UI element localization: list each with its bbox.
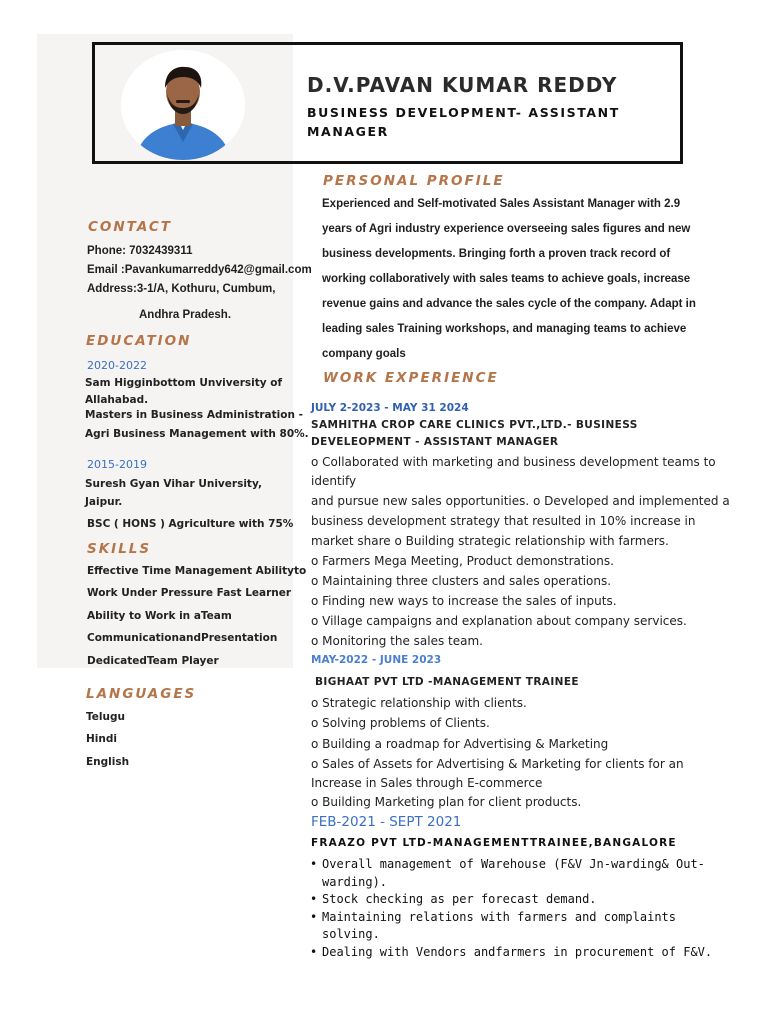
- job-detail-line: o Maintaining three clusters and sales operations.: [311, 574, 612, 588]
- education-dates: 2015-2019: [87, 458, 147, 471]
- skill-item: Work Under Pressure Fast Learner: [87, 587, 292, 599]
- education-degree: BSC ( HONS ) Agriculture with 75%: [87, 518, 294, 530]
- work-heading: WORK EXPERIENCE: [323, 370, 499, 386]
- job-detail-line: and pursue new sales opportunities. o Developed and implemented a: [311, 494, 730, 508]
- language-item: Hindi: [86, 733, 117, 745]
- education-school-city: Jaipur.: [85, 496, 123, 508]
- languages-heading: LANGUAGES: [86, 686, 197, 702]
- skill-item: Effective Time Management Abilityto: [87, 565, 307, 577]
- job-detail-line: o Strategic relationship with clients.: [311, 696, 527, 710]
- job-bullet-list: [322, 856, 722, 961]
- job-title: SAMHITHA CROP CARE CLINICS PVT.,LTD.- BUSINESS DEVELEOPMENT - ASSISTANT MANAGER: [311, 419, 638, 448]
- education-school: Sam Higginbottom Unviversity of: [85, 377, 283, 389]
- education-school: Suresh Gyan Vihar University,: [85, 478, 262, 490]
- education-degree: Masters in Business Administration -: [85, 409, 303, 421]
- job-detail-line: o Building Marketing plan for client products.: [311, 795, 582, 809]
- job-title: BIGHAAT PVT LTD -MANAGEMENT TRAINEE: [315, 676, 579, 688]
- job-title: FRAAZO PVT LTD-MANAGEMENTTRAINEE,BANGALORE: [311, 837, 677, 849]
- list-item: • Dealing with Vendors andfarmers in procurement of F&V.: [322, 944, 722, 962]
- job-detail-line: market share o Building strategic relationship with farmers.: [311, 534, 669, 548]
- header-box: [92, 42, 683, 164]
- job-detail-line: identify: [311, 474, 357, 488]
- profile-photo: [121, 50, 245, 160]
- job-detail-line: o Monitoring the sales team.: [311, 634, 483, 648]
- contact-address-line1: Address:3-1/A, Kothuru, Cumbum,: [87, 283, 276, 295]
- skill-item: CommunicationandPresentation: [87, 632, 278, 644]
- job-detail-line: o Collaborated with marketing and business development teams to: [311, 455, 716, 469]
- skill-item: Ability to Work in aTeam: [87, 610, 232, 622]
- job-detail-line: o Farmers Mega Meeting, Product demonstrations.: [311, 554, 614, 568]
- education-school-city: Allahabad.: [85, 394, 149, 406]
- education-degree-detail: Agri Business Management with 80%.: [85, 428, 309, 440]
- job-dates: JULY 2-2023 - MAY 31 2024: [311, 402, 469, 414]
- contact-heading: CONTACT: [88, 219, 172, 235]
- education-heading: EDUCATION: [86, 333, 192, 349]
- profile-heading: PERSONAL PROFILE: [323, 173, 505, 189]
- skill-item: DedicatedTeam Player: [87, 655, 219, 667]
- job-detail-line: o Solving problems of Clients.: [311, 716, 490, 730]
- job-detail-line: Increase in Sales through E-commerce: [311, 776, 543, 790]
- profile-summary: Experienced and Self-motivated Sales Assistant Manager with 2.9 years of Agri industry experience overseeing sales figures and new business developments. Bringing forth a proven track record of working collaboratively with sales teams to achieve goals, increase revenue gains and advance the sales cycle of the company. Adapt in leading sales Training workshops, and managing teams to achieve company goals: [322, 198, 696, 360]
- skills-heading: SKILLS: [87, 541, 152, 557]
- job-detail-line: o Finding new ways to increase the sales of inputs.: [311, 594, 617, 608]
- language-item: English: [86, 756, 130, 768]
- list-item: • Stock checking as per forecast demand.: [322, 891, 722, 909]
- contact-phone: Phone: 7032439311: [87, 245, 193, 257]
- contact-email: Email :Pavankumarreddy642@gmail.com: [87, 264, 312, 276]
- language-item: Telugu: [86, 711, 125, 723]
- list-item: • Overall management of Warehouse (F&V Jn-warding& Out-warding).: [322, 856, 722, 891]
- candidate-name: D.V.PAVAN KUMAR REDDY: [307, 73, 618, 97]
- candidate-role: BUSINESS DEVELOPMENT- ASSISTANT MANAGER: [307, 105, 620, 139]
- list-item: • Maintaining relations with farmers and complaints solving.: [322, 909, 722, 944]
- job-detail-line: o Village campaigns and explanation about company services.: [311, 614, 687, 628]
- contact-address-line2: Andhra Pradesh.: [139, 309, 232, 321]
- job-detail-line: business development strategy that resulted in 10% increase in: [311, 514, 696, 528]
- education-dates: 2020-2022: [87, 359, 147, 372]
- job-detail-line: o Building a roadmap for Advertising & Marketing: [311, 737, 609, 751]
- job-dates: FEB-2021 - SEPT 2021: [311, 814, 462, 830]
- job-detail-line: o Sales of Assets for Advertising & Marketing for clients for an: [311, 757, 684, 771]
- job-dates: MAY-2022 - JUNE 2023: [311, 654, 442, 666]
